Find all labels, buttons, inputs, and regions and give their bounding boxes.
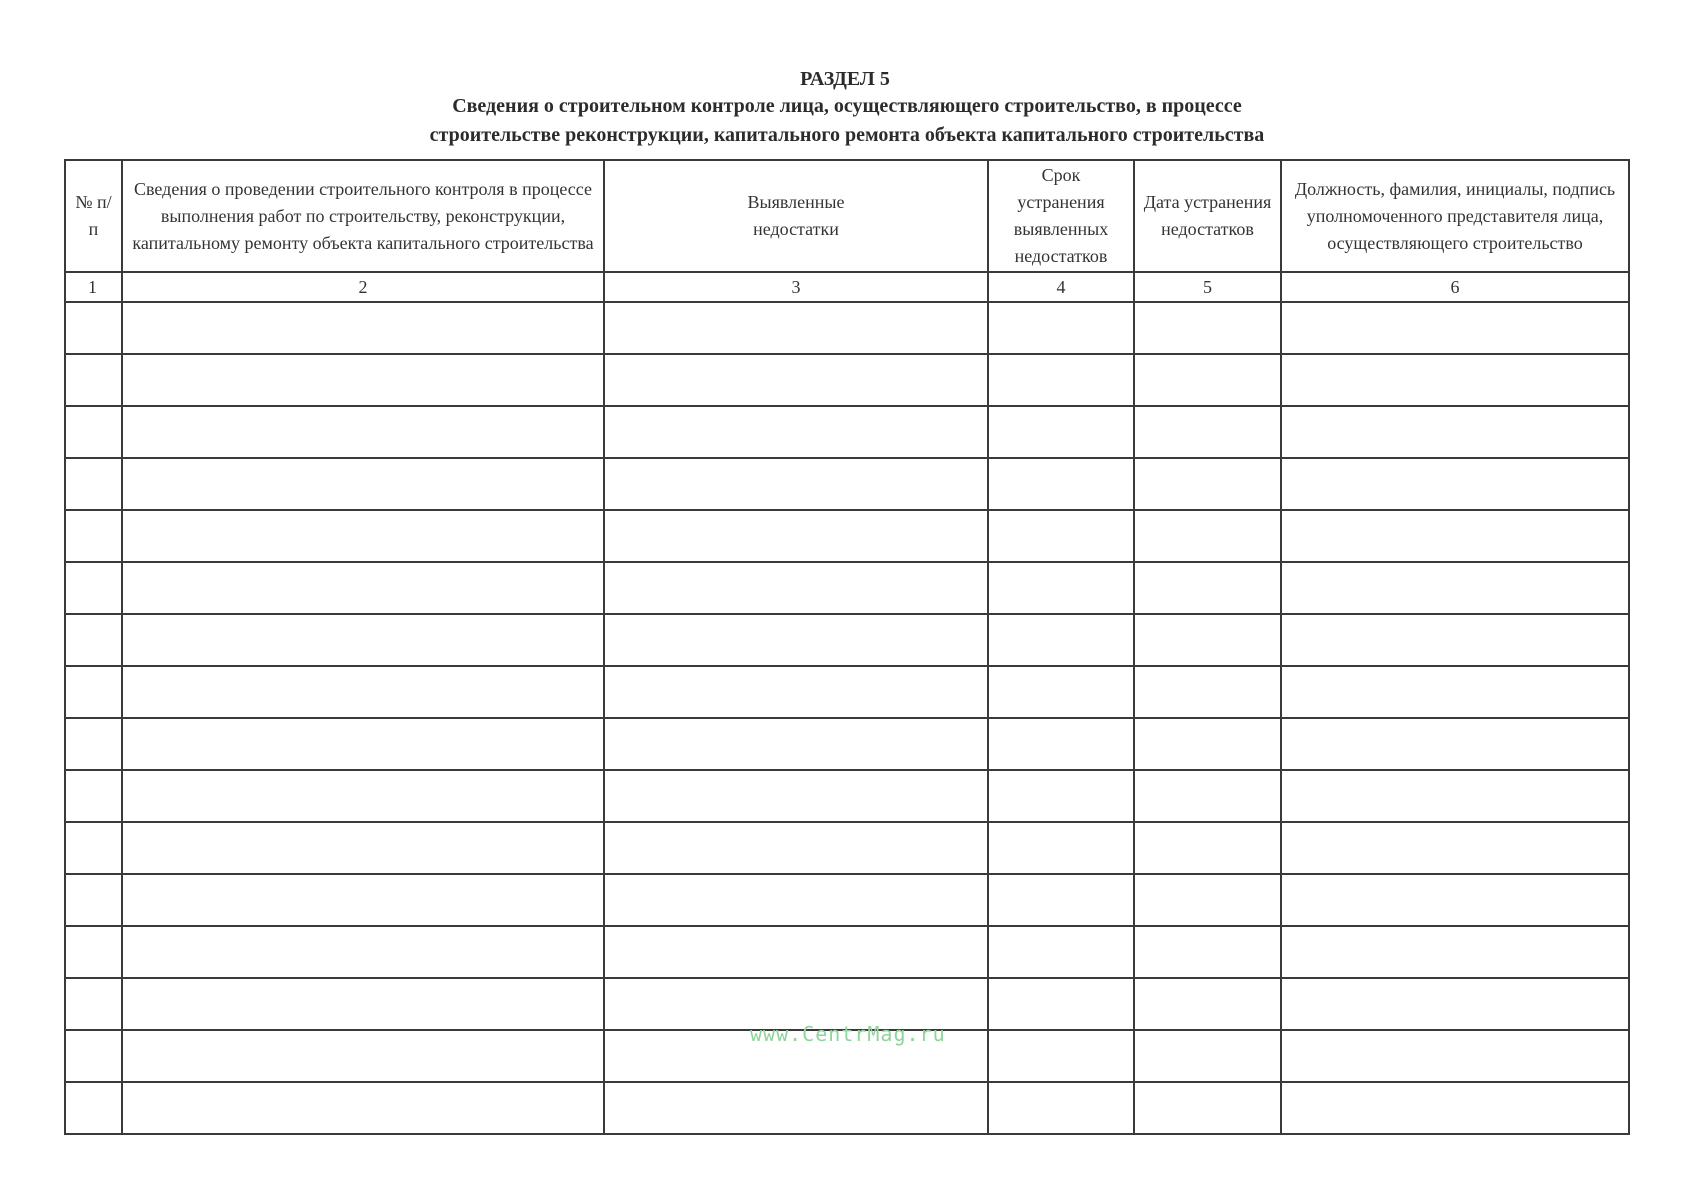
table-cell — [1281, 562, 1629, 614]
table-cell — [1134, 302, 1281, 354]
table-cell — [1134, 1082, 1281, 1134]
table-row — [65, 510, 1629, 562]
table-cell — [1281, 926, 1629, 978]
table-cell — [1134, 406, 1281, 458]
table-cell — [65, 978, 122, 1030]
table-cell — [65, 614, 122, 666]
column-number: 1 — [65, 272, 122, 302]
table-cell — [988, 1030, 1134, 1082]
table-cell — [1134, 1030, 1281, 1082]
table-row — [65, 874, 1629, 926]
table-cell — [1134, 978, 1281, 1030]
table-header-row — [65, 160, 1629, 272]
table-row — [65, 406, 1629, 458]
table-row — [65, 822, 1629, 874]
table-cell — [604, 302, 988, 354]
table-cell — [122, 926, 604, 978]
table-row — [65, 562, 1629, 614]
section-subtitle-line-1: Сведения о строительном контроле лица, осуществляющего строительство, в процессе — [452, 95, 1242, 117]
table-cell — [604, 354, 988, 406]
watermark: www.CentrMag.ru — [750, 1022, 946, 1046]
table-cell — [122, 406, 604, 458]
table-cell — [1134, 354, 1281, 406]
table-cell — [1281, 770, 1629, 822]
column-header-fix-date: Дата устранения недостатков — [1134, 160, 1281, 272]
table-cell — [122, 302, 604, 354]
table-cell — [1281, 666, 1629, 718]
table-cell — [988, 822, 1134, 874]
table-cell — [65, 770, 122, 822]
table-cell — [1281, 978, 1629, 1030]
table-cell — [604, 614, 988, 666]
table-cell — [1134, 718, 1281, 770]
table-cell — [988, 354, 1134, 406]
table-cell — [65, 874, 122, 926]
table-cell — [122, 510, 604, 562]
table-cell — [65, 1082, 122, 1134]
table-cell — [988, 718, 1134, 770]
table-cell — [988, 978, 1134, 1030]
table-cell — [65, 302, 122, 354]
table-cell — [1281, 354, 1629, 406]
table-cell — [1281, 874, 1629, 926]
table-cell — [1134, 666, 1281, 718]
table-row — [65, 666, 1629, 718]
section-title: РАЗДЕЛ 5 — [800, 68, 890, 90]
table-cell — [604, 458, 988, 510]
table-cell — [604, 1082, 988, 1134]
table-cell — [65, 718, 122, 770]
table-cell — [1134, 458, 1281, 510]
table-cell — [1281, 510, 1629, 562]
table-cell — [1134, 562, 1281, 614]
column-number: 5 — [1134, 272, 1281, 302]
table-row — [65, 770, 1629, 822]
table-cell — [1281, 718, 1629, 770]
column-header-control-info: Сведения о проведении строительного контроля в процессе выполнения работ по строительству, реконструкции, капитальному ремонту объекта капитального строительства — [122, 160, 604, 272]
table-cell — [1281, 614, 1629, 666]
column-header-fix-deadline: Срок устранения выявленных недостатков — [988, 160, 1134, 272]
table-cell — [604, 562, 988, 614]
table-cell — [122, 1030, 604, 1082]
table-cell — [988, 666, 1134, 718]
table-cell — [1281, 458, 1629, 510]
table-cell — [988, 874, 1134, 926]
table-cell — [988, 510, 1134, 562]
table-cell — [1281, 1030, 1629, 1082]
table-cell — [988, 406, 1134, 458]
table-cell — [988, 1082, 1134, 1134]
table-cell — [604, 822, 988, 874]
table-row — [65, 302, 1629, 354]
table-cell — [1281, 406, 1629, 458]
construction-control-table — [64, 159, 1630, 1135]
table-cell — [1134, 510, 1281, 562]
table-row — [65, 614, 1629, 666]
table-cell — [604, 718, 988, 770]
table-row — [65, 926, 1629, 978]
column-number-row — [65, 272, 1629, 302]
table-cell — [122, 666, 604, 718]
table-cell — [122, 770, 604, 822]
table-cell — [65, 510, 122, 562]
table-cell — [65, 406, 122, 458]
table-cell — [122, 1082, 604, 1134]
column-number: 3 — [604, 272, 988, 302]
table-cell — [988, 302, 1134, 354]
table-cell — [122, 354, 604, 406]
table-cell — [122, 718, 604, 770]
table-cell — [604, 874, 988, 926]
column-header-number: № п/п — [65, 160, 122, 272]
table-cell — [1281, 302, 1629, 354]
table-cell — [604, 510, 988, 562]
column-number: 6 — [1281, 272, 1629, 302]
table-cell — [65, 458, 122, 510]
table-cell — [604, 770, 988, 822]
table-cell — [122, 614, 604, 666]
table-cell — [65, 1030, 122, 1082]
document-header — [0, 66, 1696, 150]
column-number: 4 — [988, 272, 1134, 302]
table-cell — [1134, 822, 1281, 874]
table-row — [65, 1082, 1629, 1134]
column-header-signature: Должность, фамилия, инициалы, подпись уполномоченного представителя лица, осуществляющего строительство — [1281, 160, 1629, 272]
column-header-defects: Выявленные недостатки — [604, 160, 988, 272]
table-cell — [1281, 822, 1629, 874]
table-cell — [65, 926, 122, 978]
table-cell — [1134, 926, 1281, 978]
table-row — [65, 718, 1629, 770]
table-cell — [988, 926, 1134, 978]
table-cell — [1281, 1082, 1629, 1134]
table-cell — [988, 770, 1134, 822]
table-cell — [1134, 614, 1281, 666]
table-cell — [65, 666, 122, 718]
column-number: 2 — [122, 272, 604, 302]
table-cell — [122, 978, 604, 1030]
table-cell — [122, 562, 604, 614]
table-cell — [604, 666, 988, 718]
table-cell — [65, 354, 122, 406]
table-cell — [1134, 770, 1281, 822]
table-cell — [988, 458, 1134, 510]
table-cell — [122, 874, 604, 926]
table-cell — [1134, 874, 1281, 926]
table-cell — [988, 562, 1134, 614]
table-cell — [604, 926, 988, 978]
table-row — [65, 354, 1629, 406]
section-subtitle-line-2: строительстве реконструкции, капитального ремонта объекта капитального строительства — [429, 124, 1265, 146]
table-cell — [65, 822, 122, 874]
table-cell — [604, 406, 988, 458]
table-cell — [65, 562, 122, 614]
table-cell — [988, 614, 1134, 666]
table-row — [65, 458, 1629, 510]
table-cell — [122, 822, 604, 874]
table-cell — [122, 458, 604, 510]
